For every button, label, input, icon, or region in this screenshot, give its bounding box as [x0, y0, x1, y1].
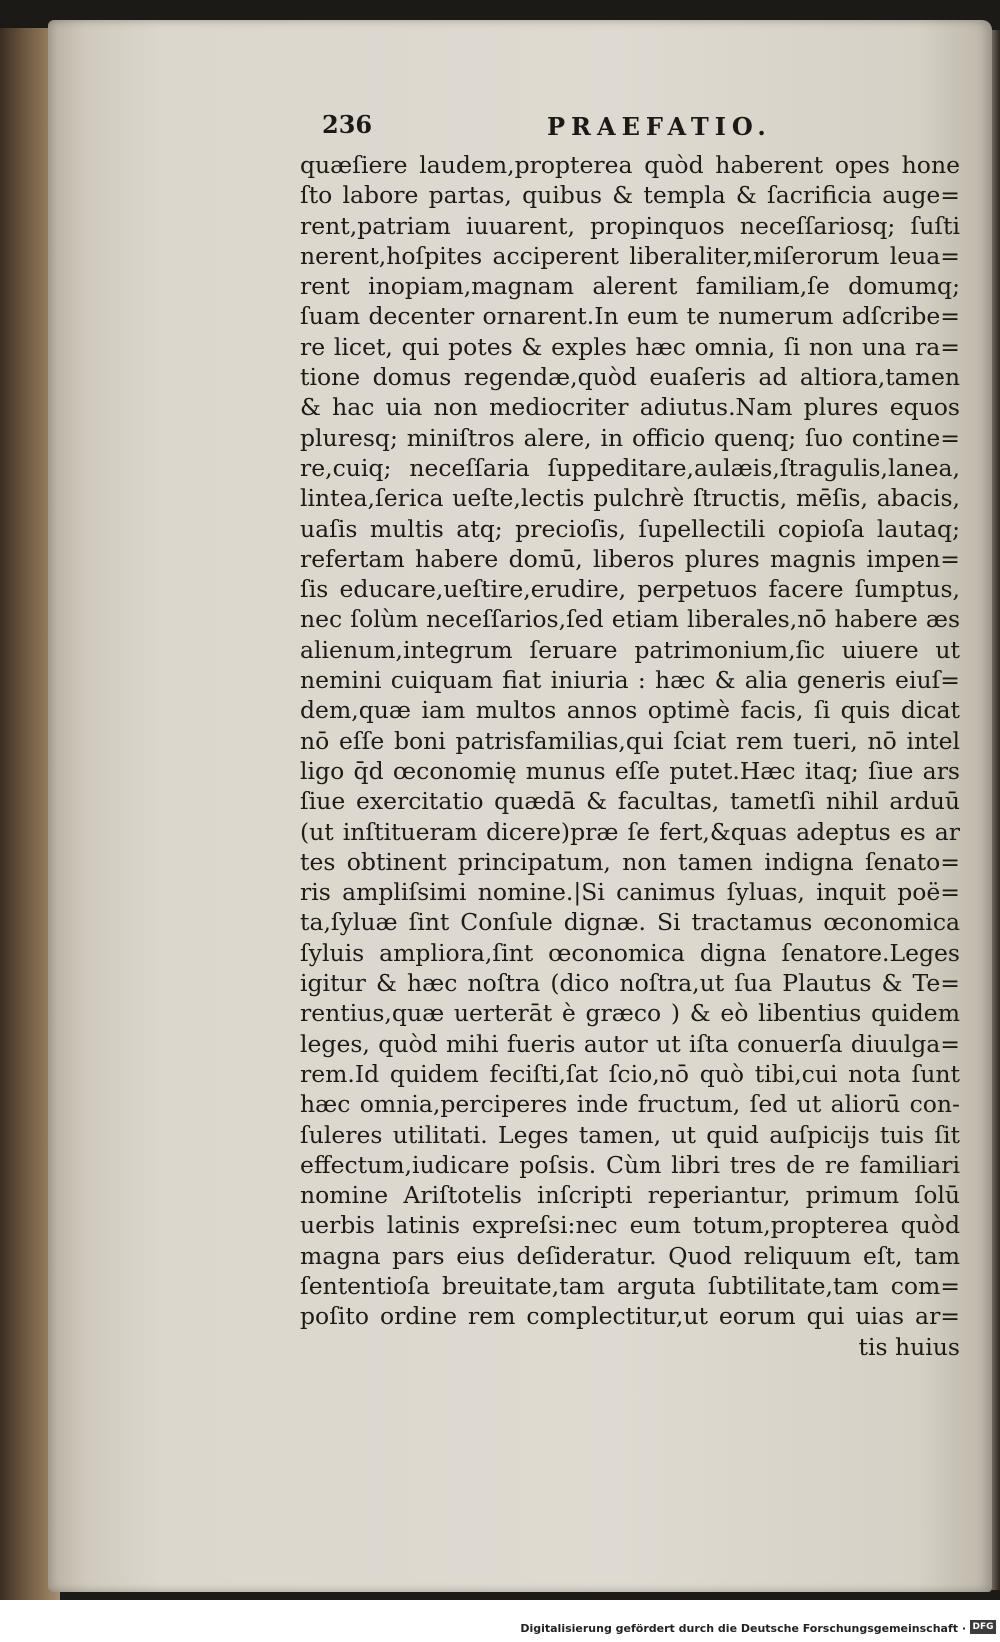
digitization-credit: Digitalisierung gefördert durch die Deutsche Forschungsgemeinschaft · [520, 1622, 966, 1635]
text-line: lintea,ſerica ueſte,lectis pulchrè ſtructis, mēſis, abacis, [300, 484, 960, 513]
text-line: ſuam decenter ornarent.In eum te numerum adſcribe= [300, 302, 960, 331]
text-line: alienum,integrum ſeruare patrimonium,ſic uiuere ut [300, 635, 960, 664]
text-line: leges, quòd mihi fueris autor ut iſta conuerſa diuulga= [300, 1029, 960, 1058]
page-number: 236 [322, 110, 373, 139]
text-line: ta,ſyluæ ſint Conſule dignæ. Si tractamus œconomica [300, 908, 960, 937]
text-line: ſiue exercitatio quædā & facultas, tametſi nihil arduū [300, 787, 960, 816]
text-line: rent inopiam,magnam alerent familiam,ſe domumq; [300, 272, 960, 301]
text-line: ligo q̄d œconomię munus eſſe putet.Hæc itaq; ſiue ars [300, 756, 960, 785]
text-line: ſuleres utilitati. Leges tamen, ut quid auſpicijs tuis ſit [300, 1120, 960, 1149]
text-line: tis huius [858, 1332, 960, 1361]
page-edge-shadow [992, 30, 1000, 1590]
text-line: effectum,iudicare poſsis. Cùm libri tres de re familiari [300, 1150, 960, 1179]
text-line: re licet, qui potes & exples hæc omnia, ſi non una ra= [300, 332, 960, 361]
text-line: uaſis multis atq; precioſis, ſupellectili copioſa lautaq; [300, 514, 960, 543]
text-line: rentius,quæ uerterāt è græco ) & eò libentius quidem [300, 999, 960, 1028]
text-line: nemini cuiquam fiat iniuria : hæc & alia generis eiuſ= [300, 666, 960, 695]
text-line: rent,patriam iuuarent, propinquos neceſſariosq; ſuſti [300, 211, 960, 240]
body-text [300, 150, 960, 1362]
text-line: ris ampliſsimi nomine.|Si canimus ſyluas, inquit poë= [300, 878, 960, 907]
text-line: & hac uia non mediocriter adiutus.Nam plures equos [300, 393, 960, 422]
running-head: PRAEFATIO. [547, 112, 772, 141]
text-line: nō eſſe boni patrisfamilias,qui ſciat rem tueri, nō intel [300, 726, 960, 755]
text-line: ſis educare,ueſtire,erudire, perpetuos facere ſumptus, [300, 575, 960, 604]
text-line: nerent,hoſpites acciperent liberaliter,miſerorum leua= [300, 241, 960, 270]
text-line: tes obtinent principatum, non tamen indigna ſenato= [300, 847, 960, 876]
text-line: pluresq; miniſtros alere, in officio quenq; ſuo contine= [300, 423, 960, 452]
text-line: magna pars eius deſideratur. Quod reliquum eſt, tam [300, 1241, 960, 1270]
text-line: poſito ordine rem complectitur,ut eorum qui uias ar= [300, 1302, 960, 1331]
text-line: nec ſolùm neceſſarios,ſed etiam liberales,nō habere æs [300, 605, 960, 634]
text-line: nomine Ariſtotelis inſcripti reperiantur, primum ſolū [300, 1181, 960, 1210]
text-line: dem,quæ iam multos annos optimè facis, ſi quis dicat [300, 696, 960, 725]
text-line: refertam habere domū, liberos plures magnis impen= [300, 544, 960, 573]
text-line: ſyluis ampliora,ſint œconomica digna ſenatore.Leges [300, 938, 960, 967]
text-line: tione domus regendæ,quòd euaſeris ad altiora,tamen [300, 363, 960, 392]
footer-bar [0, 1600, 1000, 1642]
text-line: rem.Id quidem feciſti,ſat ſcio,nō quò tibi,cui nota ſunt [300, 1059, 960, 1088]
text-line: ſto labore partas, quibus & templa & ſacrificia auge= [300, 181, 960, 210]
text-line: igitur & hæc noſtra (dico noſtra,ut ſua Plautus & Te= [300, 969, 960, 998]
text-line: quæſiere laudem,propterea quòd haberent opes hone [300, 151, 960, 179]
text-line: (ut inſtitueram dicere)præ ſe fert,&quas adeptus es ar [300, 817, 960, 846]
text-line: re,cuiq; neceſſaria ſuppeditare,aulæis,ſtragulis,lanea, [300, 453, 960, 482]
page-header [322, 110, 962, 142]
text-line: ſententioſa breuitate,tam arguta ſubtilitate,tam com= [300, 1271, 960, 1300]
text-line: uerbis latinis expreſsi:nec eum totum,propterea quòd [300, 1211, 960, 1240]
text-line: hæc omnia,perciperes inde fructum, ſed ut aliorū con- [300, 1090, 960, 1119]
dfg-logo: DFG [970, 1620, 996, 1634]
